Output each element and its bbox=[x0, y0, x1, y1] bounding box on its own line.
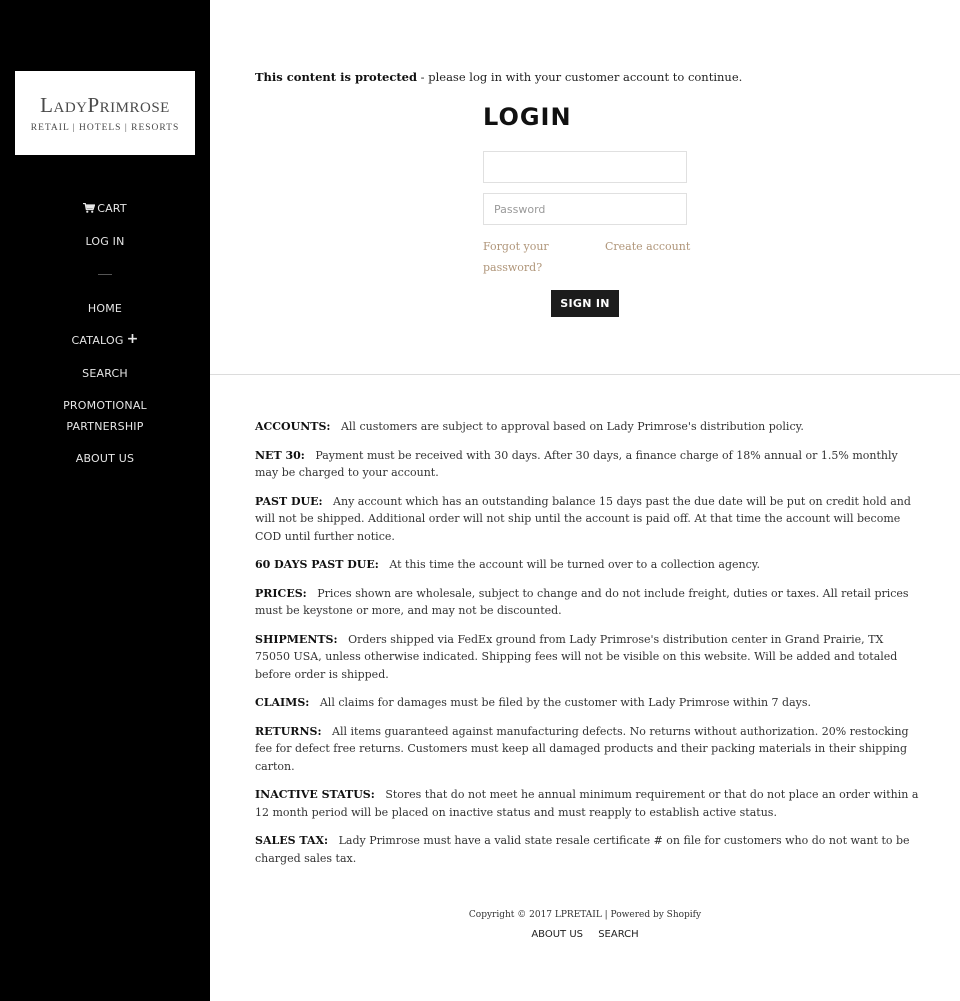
sidebar-item-promotional-partnership[interactable]: PROMOTIONAL PARTNERSHIP bbox=[63, 399, 147, 433]
policy-term: PAST DUE: bbox=[255, 494, 323, 508]
policy-claims bbox=[255, 694, 920, 712]
logo-subtitle: RETAIL | HOTELS | RESORTS bbox=[30, 123, 180, 133]
plus-icon[interactable]: + bbox=[126, 331, 139, 347]
policy-term: NET 30: bbox=[255, 448, 305, 462]
policy-term: RETURNS: bbox=[255, 724, 322, 738]
policy-text: All claims for damages must be filed by the customer with Lady Primrose within 7 days. bbox=[319, 696, 811, 709]
sidebar-item-cart[interactable] bbox=[0, 198, 210, 219]
policy-text: Lady Primrose must have a valid state resale certificate # on file for customers who do not want to be charged sales tax. bbox=[255, 834, 910, 865]
policy-past-due bbox=[255, 493, 920, 546]
email-input[interactable] bbox=[483, 151, 687, 183]
policy-term: PRICES: bbox=[255, 586, 307, 600]
policy-term: ACCOUNTS: bbox=[255, 420, 331, 433]
sidebar-item-catalog[interactable] bbox=[0, 330, 210, 351]
policy-returns bbox=[255, 723, 920, 776]
policy-text: Any account which has an outstanding balance 15 days past the due date will be put on credit hold and will not be shipped. Additional order will not ship until the account is paid off. At that time the account will become COD until further notice. bbox=[255, 494, 911, 543]
create-account-link[interactable]: Create account bbox=[605, 240, 691, 253]
footer-links bbox=[210, 929, 960, 940]
policies-section bbox=[255, 418, 920, 878]
sidebar-item-search[interactable]: SEARCH bbox=[82, 367, 128, 380]
policy-sales-tax bbox=[255, 832, 920, 867]
policy-text: Orders shipped via FedEx ground from Lady Primrose's distribution center in Grand Prairie, TX 75050 USA, unless otherwise indicated. Shipping fees will not be visible on this website. Will be added and totaled before order is shipped. bbox=[255, 632, 898, 681]
policy-net30 bbox=[255, 447, 920, 482]
policy-60-days-past-due bbox=[255, 556, 920, 574]
footer-copyright: Copyright © 2017 LPRETAIL | Powered by Shopify bbox=[468, 910, 702, 920]
nav-divider bbox=[98, 274, 112, 275]
logo-title: LadyPrimrose bbox=[40, 93, 170, 117]
policy-term: SHIPMENTS: bbox=[255, 632, 338, 646]
policy-accounts bbox=[255, 418, 920, 436]
sidebar-item-login[interactable]: LOG IN bbox=[85, 235, 125, 248]
policy-prices bbox=[255, 585, 920, 620]
forgot-password-link[interactable]: Forgot your password? bbox=[483, 240, 549, 274]
protected-message-bold: This content is protected bbox=[255, 70, 418, 84]
policy-text: All customers are subject to approval based on Lady Primrose's distribution policy. bbox=[340, 420, 804, 433]
policy-text: All items guaranteed against manufacturing defects. No returns without authorization. 20% restocking fee for defect free returns. Customers must keep all damaged products and their packing materials in their shipping carton. bbox=[255, 724, 909, 773]
password-input[interactable] bbox=[483, 193, 687, 225]
policy-text: Stores that do not meet he annual minimum requirement or that do not place an order within a 12 month period will be placed on inactive status and must reapply to establish active status. bbox=[255, 788, 919, 819]
policy-term: 60 DAYS PAST DUE: bbox=[255, 558, 379, 571]
policy-term: INACTIVE STATUS: bbox=[255, 788, 375, 801]
sign-in-button[interactable]: SIGN IN bbox=[551, 290, 619, 317]
sidebar-item-about-us[interactable]: ABOUT US bbox=[75, 452, 135, 465]
cart-label: CART bbox=[97, 202, 127, 215]
catalog-label: CATALOG bbox=[71, 334, 124, 347]
protected-message bbox=[255, 70, 742, 84]
policy-term: CLAIMS: bbox=[255, 696, 310, 709]
policy-text: Payment must be received with 30 days. After 30 days, a finance charge of 18% annual or 1.5% monthly may be charged to your account. bbox=[255, 448, 898, 479]
main-content bbox=[210, 0, 960, 1001]
policy-term: SALES TAX: bbox=[255, 834, 329, 847]
sidebar-item-home[interactable]: HOME bbox=[87, 302, 123, 315]
cart-icon bbox=[83, 203, 95, 213]
footer-link-search[interactable]: SEARCH bbox=[598, 929, 639, 940]
policy-shipments bbox=[255, 631, 920, 684]
sidebar bbox=[0, 0, 210, 1001]
protected-message-rest: - please log in with your customer account to continue. bbox=[417, 70, 743, 84]
policy-text: Prices shown are wholesale, subject to change and do not include freight, duties or taxes. All retail prices must be keystone or more, and may not be discounted. bbox=[255, 586, 909, 617]
footer-link-about-us[interactable]: ABOUT US bbox=[531, 929, 583, 940]
policy-inactive-status bbox=[255, 786, 920, 821]
policy-text: At this time the account will be turned over to a collection agency. bbox=[389, 558, 760, 571]
section-divider bbox=[210, 374, 960, 375]
login-title: LOGIN bbox=[483, 103, 572, 131]
logo[interactable] bbox=[15, 71, 195, 155]
